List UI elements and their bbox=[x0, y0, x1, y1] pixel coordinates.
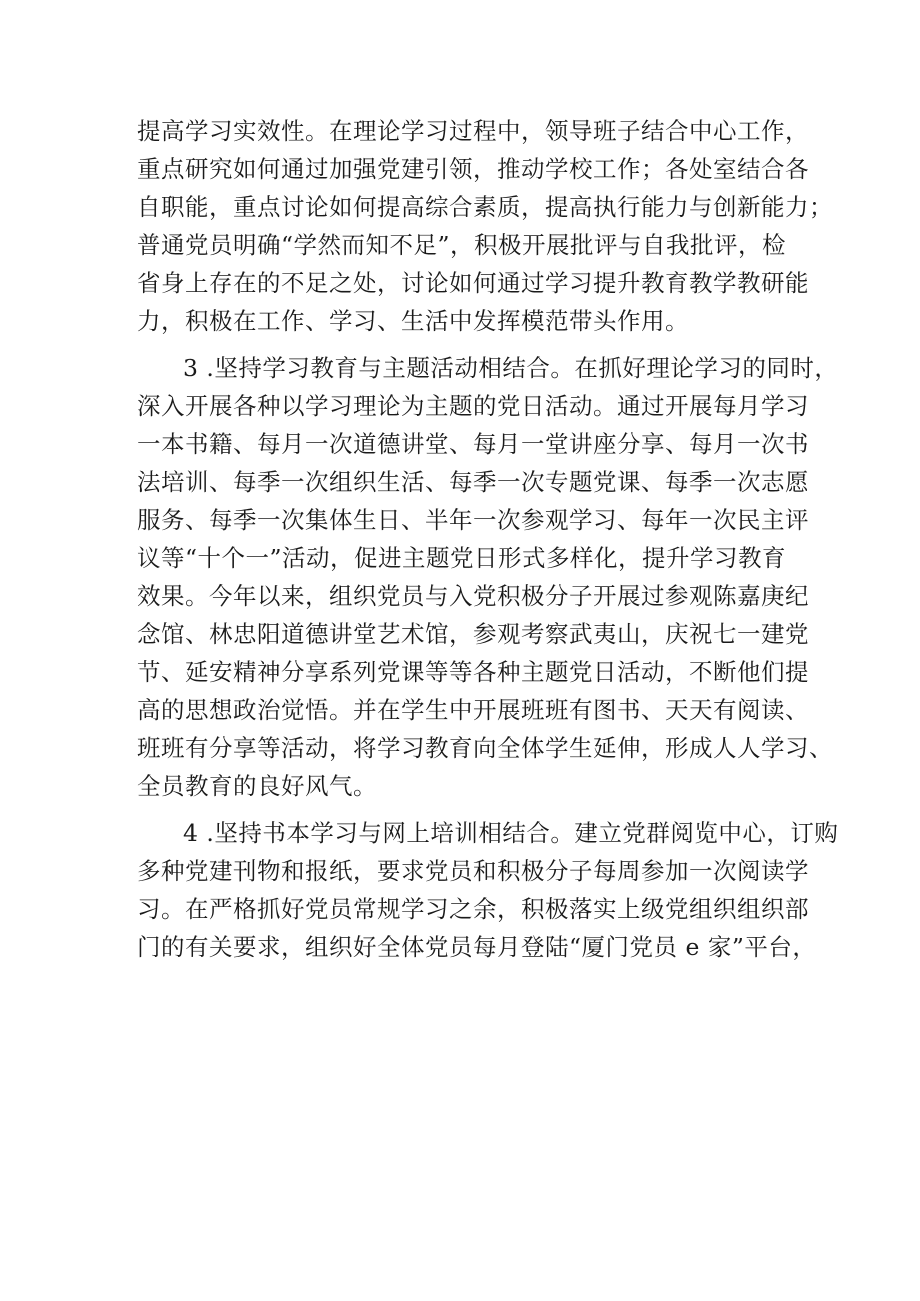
paragraph-line: 多种党建刊物和报纸，要求党员和积极分子每周参加一次阅读学 bbox=[137, 857, 809, 885]
paragraph-line: 提高学习实效性。在理论学习过程中，领导班子结合中心工作， bbox=[137, 117, 809, 145]
paragraph-line: 一本书籍、每月一次道德讲堂、每月一堂讲座分享、每月一次书 bbox=[137, 430, 809, 458]
paragraph-spacer bbox=[137, 340, 817, 349]
paragraph-2 bbox=[137, 349, 839, 805]
paragraph-spacer bbox=[137, 805, 817, 814]
paragraph-line: 力，积极在工作、学习、生活中发挥模范带头作用。 bbox=[137, 307, 689, 335]
paragraph-line: 全员教育的良好风气。 bbox=[137, 772, 377, 800]
document-body bbox=[137, 112, 839, 966]
paragraph-line: 服务、每季一次集体生日、半年一次参观学习、每年一次民主评 bbox=[137, 506, 809, 534]
paragraph-1 bbox=[137, 112, 833, 340]
paragraph-line: 节、延安精神分享系列党课等等各种主题党日活动，不断他们提 bbox=[137, 658, 809, 686]
paragraph-line: 普通党员明确“学然而知不足”，积极开展批评与自我批评，检 bbox=[137, 231, 787, 259]
paragraph-line: 门的有关要求，组织好全体党员每月登陆“厦门党员 e 家”平台， bbox=[137, 933, 817, 961]
paragraph-line: 习。在严格抓好党员常规学习之余，积极落实上级党组织组织部 bbox=[137, 895, 809, 923]
paragraph-line: 自职能，重点讨论如何提高综合素质，提高执行能力与创新能力； bbox=[137, 193, 833, 221]
paragraph-line: 3 .坚持学习教育与主题活动相结合。在抓好理论学习的同时， bbox=[183, 354, 839, 382]
paragraph-line: 重点研究如何通过加强党建引领，推动学校工作；各处室结合各 bbox=[137, 155, 809, 183]
paragraph-line: 省身上存在的不足之处，讨论如何通过学习提升教育教学教研能 bbox=[137, 269, 809, 297]
paragraph-line: 议等“十个一”活动，促进主题党日形式多样化，提升学习教育 bbox=[137, 544, 787, 572]
paragraph-line: 效果。今年以来，组织党员与入党积极分子开展过参观陈嘉庚纪 bbox=[137, 582, 809, 610]
paragraph-line: 深入开展各种以学习理论为主题的党日活动。通过开展每月学习 bbox=[137, 392, 809, 420]
paragraph-line: 念馆、林忠阳道德讲堂艺术馆，参观考察武夷山，庆祝七一建党 bbox=[137, 620, 809, 648]
paragraph-line: 高的思想政治觉悟。并在学生中开展班班有图书、天天有阅读、 bbox=[137, 696, 809, 724]
paragraph-line: 4 .坚持书本学习与网上培训相结合。建立党群阅览中心，订购 bbox=[183, 819, 839, 847]
paragraph-line: 班班有分享等活动，将学习教育向全体学生延伸，形成人人学习、 bbox=[137, 734, 833, 762]
paragraph-line: 法培训、每季一次组织生活、每季一次专题党课、每季一次志愿 bbox=[137, 468, 809, 496]
paragraph-3 bbox=[137, 814, 839, 966]
